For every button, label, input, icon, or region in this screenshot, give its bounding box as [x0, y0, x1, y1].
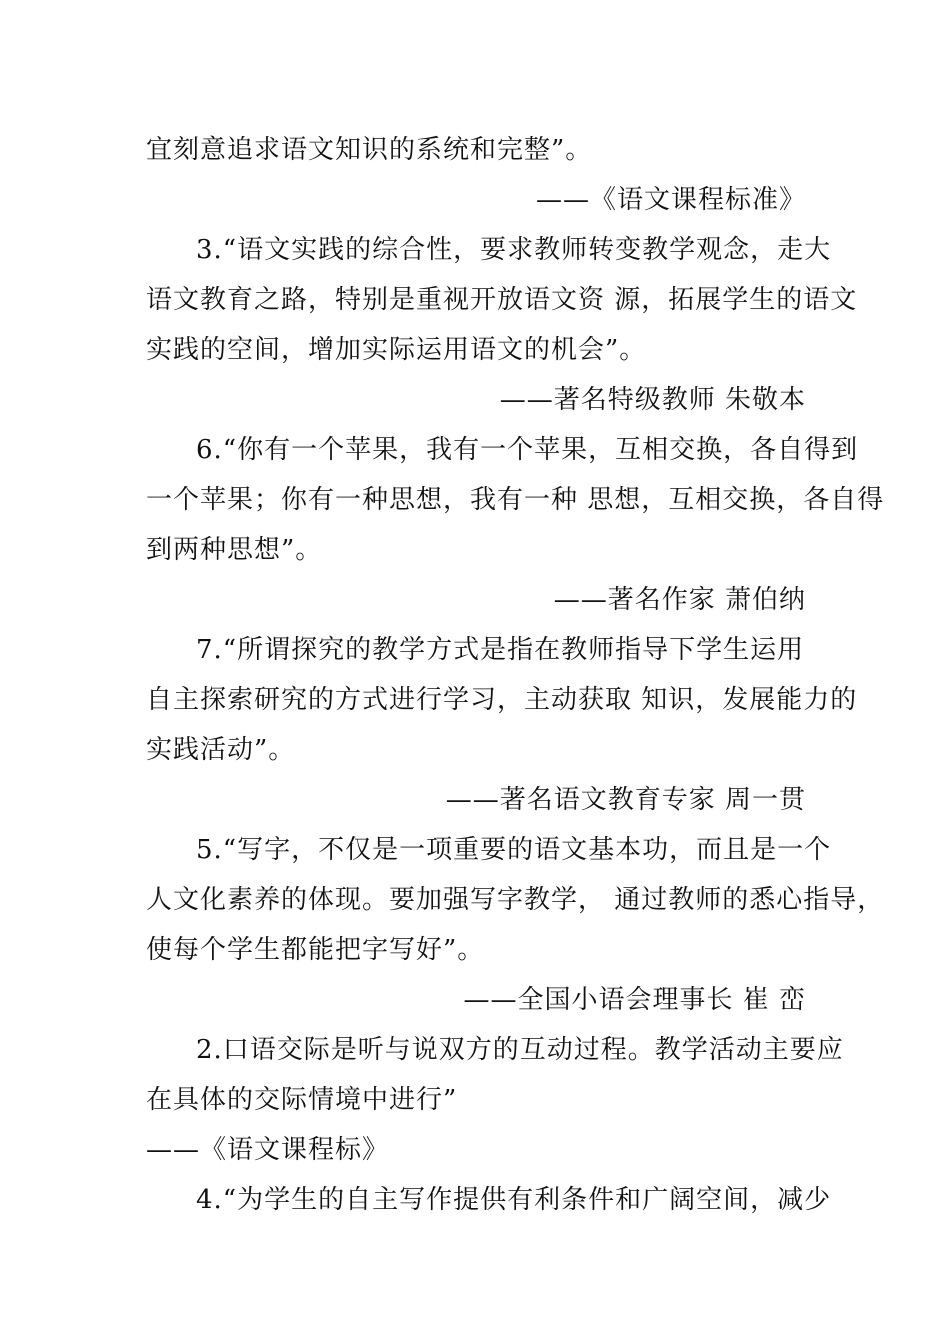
text-line: 实践的空间，增加实际运用语文的机会”。: [146, 335, 647, 365]
text-line: 自主探索研究的方式进行学习，主动获取 知识，发展能力的: [146, 685, 858, 715]
attribution-line: ——著名特级教师 朱敬本: [499, 385, 806, 415]
text-line: 使每个学生都能把字写好”。: [146, 935, 485, 965]
quote-start-line: 6.“你有一个苹果，我有一个苹果，互相交换，各自得到: [196, 435, 859, 465]
text-line: 到两种思想”。: [146, 535, 323, 565]
quote-start-line: 2.口语交际是听与说双方的互动过程。教学活动主要应: [196, 1035, 844, 1065]
attribution-line: ——全国小语会理事长 崔 峦: [463, 985, 806, 1015]
text-line: 在具体的交际情境中进行”: [146, 1085, 458, 1115]
text-line: 一个苹果；你有一种思想，我有一种 思想，互相交换，各自得: [146, 485, 885, 515]
quote-start-line: 7.“所谓探究的教学方式是指在教师指导下学生运用: [196, 635, 805, 665]
text-line: 人文化素养的体现。要加强写字教学， 通过教师的悉心指导，: [146, 885, 885, 915]
quote-start-line: 5.“写字，不仅是一项重要的语文基本功，而且是一个: [196, 835, 832, 865]
attribution-line: ——《语文课程标》: [146, 1135, 390, 1165]
quote-start-line: 4.“为学生的自主写作提供有利条件和广阔空间，减少: [196, 1185, 832, 1215]
text-line: 实践活动”。: [146, 735, 296, 765]
attribution-line: ——著名作家 萧伯纳: [553, 585, 806, 615]
quote-start-line: 3.“语文实践的综合性，要求教师转变教学观念，走大: [196, 235, 832, 265]
text-line: 语文教育之路，特别是重视开放语文资 源，拓展学生的语文: [146, 285, 858, 315]
attribution-line: ——著名语文教育专家 周一贯: [445, 785, 806, 815]
attribution-line: ——《语文课程标准》: [535, 185, 806, 215]
text-line: 宜刻意追求语文知识的系统和完整”。: [146, 135, 593, 165]
